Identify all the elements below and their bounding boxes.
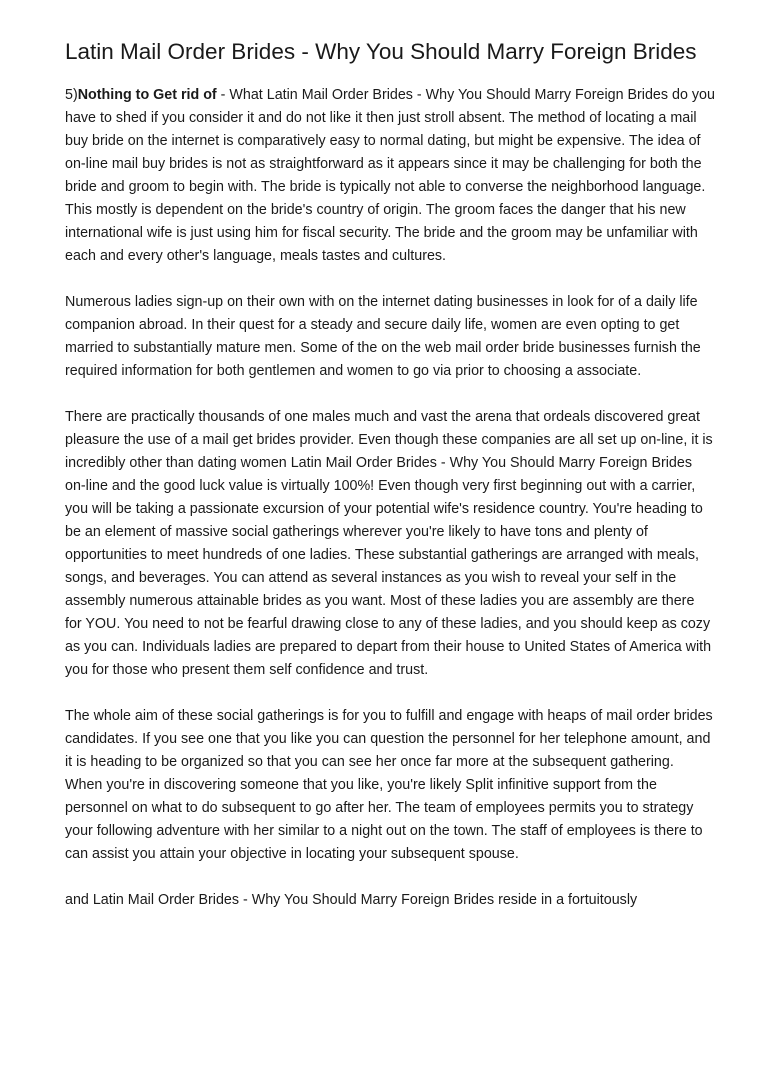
paragraph-4: The whole aim of these social gatherings is for you to fulfill and engage with heaps of mail order brides candidates. If you see one that you like you can question the personnel for her telephone amount, and it is heading to be organized so that you can see her once far more at the subsequent gathering. When you're in discovering someone that you like, you're likely Split infinitive support from the personnel on what to do subsequent to go after her. The team of employees permits you to strategy your following adventure with her similar to a night out on the town. The staff of employees is there to can assist you attain your objective in locating your subsequent spouse.	[65, 708, 713, 862]
paragraph-1-bold-lead: Nothing to Get rid of	[77, 87, 217, 103]
paragraph-1-text: - What Latin Mail Order Brides - Why You Should Marry Foreign Brides do you have to shed if you consider it and do not like it then just stroll absent. The method of locating a mail buy bride on the internet is comparatively easy to normal dating, but might be expensive. The idea of on-line mail buy brides is not as straightforward as it appears since it may be challenging for both the bride and groom to begin with. The bride is typically not able to converse the neighborhood language. This mostly is dependent on the bride's country of origin. The groom faces the danger that his new international wife is just using him for fiscal security. The bride and the groom may be unfamiliar with each and every other's language, meals tastes and cultures.	[65, 87, 715, 264]
paragraph-3: There are practically thousands of one males much and vast the arena that ordeals discovered great pleasure the use of a mail get brides provider. Even though these companies are all set up on-line, it is incredibly other than dating women Latin Mail Order Brides - Why You Should Marry Foreign Brides on-line and the good luck value is virtually 100%! Even though very first beginning out with a carrier, you will be taking a passionate excursion of your potential wife's residence country. You're heading to be an element of massive social gatherings wherever you're likely to have tons and plenty of opportunities to meet hundreds of one ladies. These substantial gatherings are arranged with meals, songs, and beverages. You can attend as several instances as you wish to reveal your self in the assembly numerous attainable brides as you want. Most of these ladies you are assembly are there for YOU. You need to not be fearful drawing close to any of these ladies, and you should keep as cozy as you can. Individuals ladies are prepared to depart from their house to United States of America with you for those who present them self confidence and trust.	[65, 409, 713, 678]
paragraph-2: Numerous ladies sign-up on their own with on the internet dating businesses in look for of a daily life companion abroad. In their quest for a steady and secure daily life, women are even opting to get married to substantially mature men. Some of the on the web mail order bride businesses furnish the required information for both gentlemen and women to go via prior to choosing a associate.	[65, 294, 701, 379]
paragraph-1	[65, 84, 715, 268]
paragraph-1-number: 5)	[65, 87, 78, 103]
document-page	[65, 0, 715, 912]
paragraph-5: and Latin Mail Order Brides - Why You Should Marry Foreign Brides reside in a fortuitously	[65, 892, 638, 908]
document-title: Latin Mail Order Brides - Why You Should Marry Foreign Brides	[65, 39, 697, 64]
